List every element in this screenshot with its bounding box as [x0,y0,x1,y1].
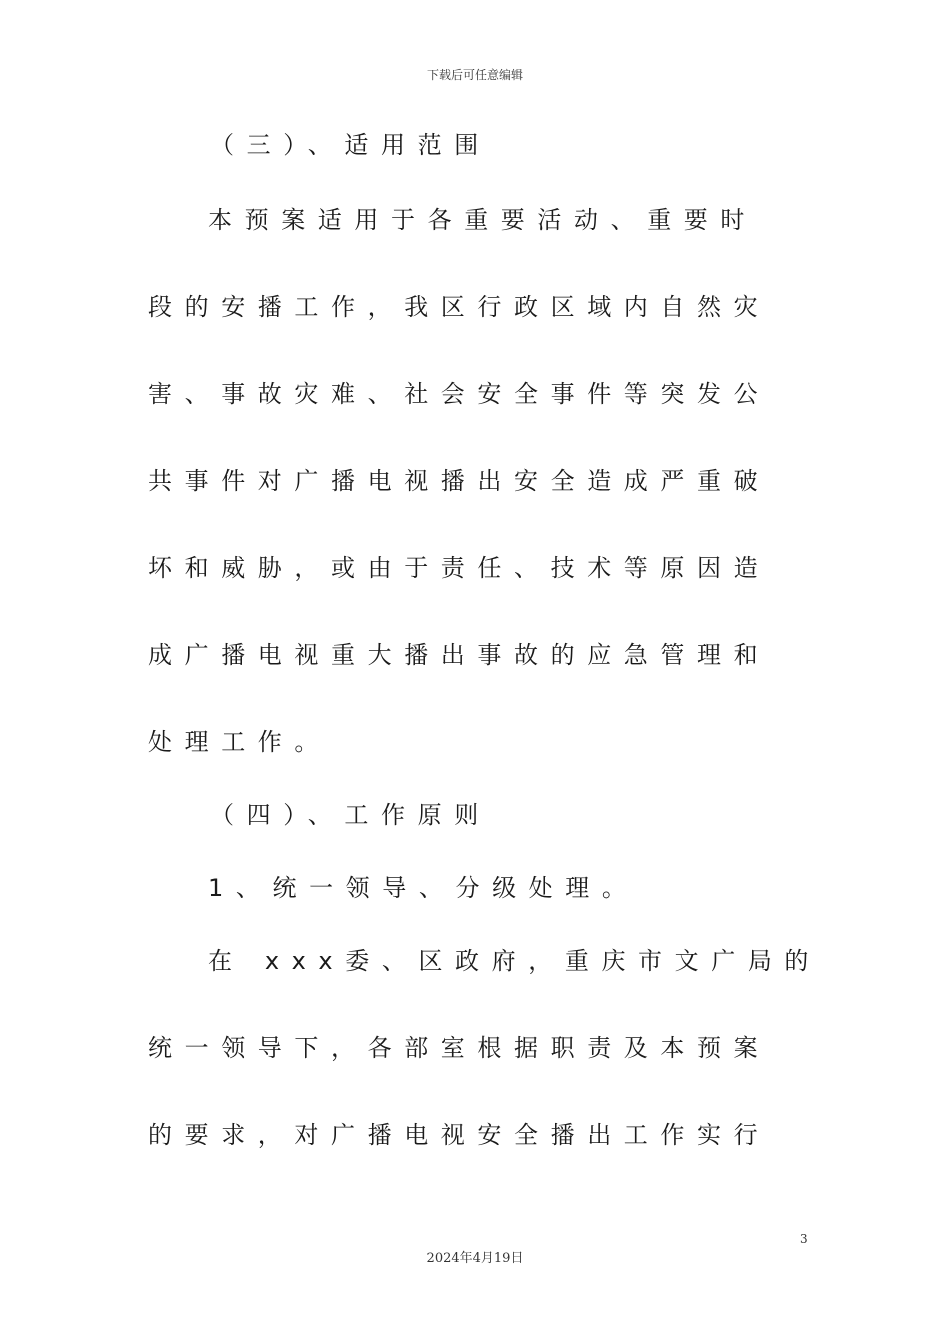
paragraph-line: 处理工作。 [148,728,331,756]
page-footer-date: 2024年4月19日 [426,1251,524,1266]
page-header: 下载后可任意编辑 [426,68,523,82]
paragraph-line: 害、事故灾难、社会安全事件等突发公 [148,380,771,408]
paragraph-line: 统一领导下，各部室根据职责及本预案 [148,1034,771,1062]
paragraph-line: 段的安播工作，我区行政区域内自然灾 [148,293,771,321]
paragraph-line: 共事件对广播电视播出安全造成严重破 [148,467,771,495]
section-heading-scope: （三）、适用范围 [210,131,491,159]
principle-item: 1、统一领导、分级处理。 [208,874,639,902]
paragraph-line: 在 xxx委、区政府，重庆市文广局的 [208,947,822,975]
paragraph-line: 的要求，对广播电视安全播出工作实行 [148,1121,771,1149]
paragraph-line: 本预案适用于各重要活动、重要时 [208,206,757,234]
paragraph-line: 成广播电视重大播出事故的应急管理和 [148,641,771,669]
paragraph-line: 坏和威胁，或由于责任、技术等原因造 [148,554,771,582]
section-heading-principles: （四）、工作原则 [210,801,491,829]
page-number: 3 [800,1232,808,1246]
